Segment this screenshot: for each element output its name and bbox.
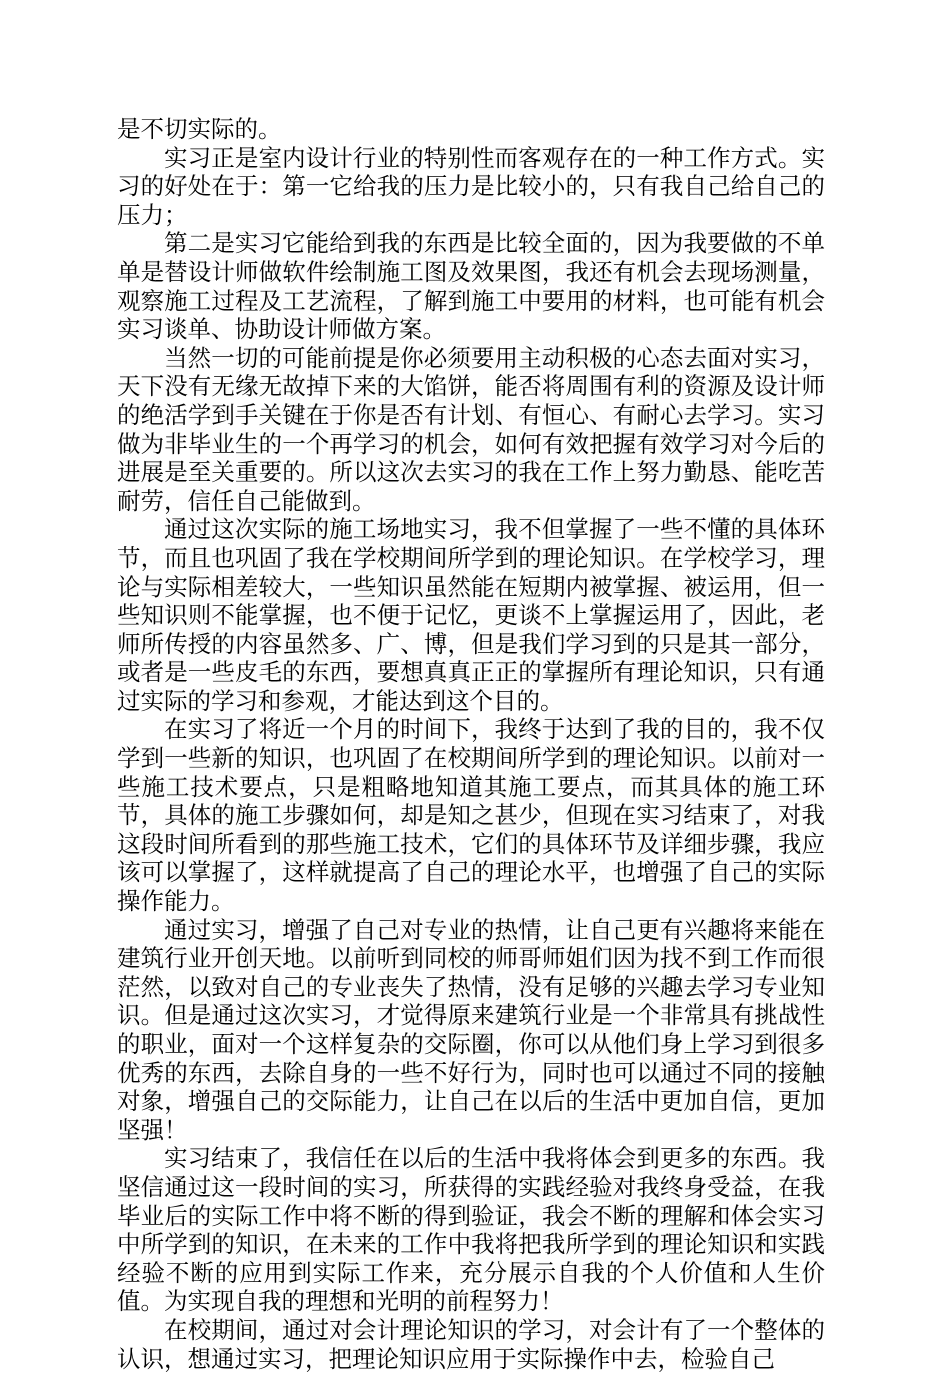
paragraph-school-period: 在校期间，通过对会计理论知识的学习，对会计有了一个整体的认识，想通过实习，把理论知识应用于实际操作中去，检验自己 (117, 1315, 825, 1373)
paragraph-site-practice: 通过这次实际的施工场地实习，我不但掌握了一些不懂的具体环节，而且也巩固了我在学校期间所学到的理论知识。在学校学习，理论与实际相差较大，一些知识虽然能在短期内被掌握、被运用，但一些知识则不能掌握，也不便于记忆，更谈不上掌握运用了，因此，老师所传授的内容虽然多、广、博，但是我们学习到的只是其一部分，或者是一些皮毛的东西，要想真真正正的掌握所有理论知识，只有通过实际的学习和参观，才能达到这个目的。 (117, 515, 825, 715)
document-page (117, 115, 825, 1373)
paragraph-enthusiasm: 通过实习，增强了自己对专业的热情，让自己更有兴趣将来能在建筑行业开创天地。以前听到同校的师哥师姐们因为找不到工作而很茫然，以致对自己的专业丧失了热情，没有足够的兴趣去学习专业知识。但是通过这次实习，才觉得原来建筑行业是一个非常具有挑战性的职业，面对一个这样复杂的交际圈，你可以从他们身上学习到很多优秀的东西，去除自身的一些不好行为，同时也可以通过不同的接触对象，增强自己的交际能力，让自己在以后的生活中更加自信，更加坚强！ (117, 915, 825, 1144)
paragraph-conclusion: 实习结束了，我信任在以后的生活中我将体会到更多的东西。我坚信通过这一段时间的实习，所获得的实践经验对我终身受益，在我毕业后的实际工作中将不断的得到验证，我会不断的理解和体会实习中所学到的知识，在未来的工作中我将把我所学到的理论知识和实践经验不断的应用到实际工作来，充分展示自我的个人价值和人生价值。为实现自我的理想和光明的前程努力！ (117, 1144, 825, 1316)
paragraph-continuation: 是不切实际的。 (117, 115, 282, 143)
paragraph-internship-mode: 实习正是室内设计行业的特别性而客观存在的一种工作方式。实习的好处在于：第一它给我的压力是比较小的，只有我自己给自己的压力； (117, 143, 825, 229)
paragraph-comprehensive: 第二是实习它能给到我的东西是比较全面的，因为我要做的不单单是替设计师做软件绘制施工图及效果图，我还有机会去现场测量，观察施工过程及工艺流程，了解到施工中要用的材料，也可能有机会实习谈单、协助设计师做方案。 (117, 229, 825, 344)
paragraph-one-month: 在实习了将近一个月的时间下，我终于达到了我的目的，我不仅学到一些新的知识，也巩固了在校期间所学到的理论知识。以前对一些施工技术要点，只是粗略地知道其施工要点，而其具体的施工环节，具体的施工步骤如何，却是知之甚少，但现在实习结束了，对我这段时间所看到的那些施工技术，它们的具体环节及详细步骤，我应该可以掌握了，这样就提高了自己的理论水平，也增强了自己的实际操作能力。 (117, 715, 825, 916)
paragraph-active-attitude: 当然一切的可能前提是你必须要用主动积极的心态去面对实习，天下没有无缘无故掉下来的大馅饼，能否将周围有利的资源及设计师的绝活学到手关键在于你是否有计划、有恒心、有耐心去学习。实习做为非毕业生的一个再学习的机会，如何有效把握有效学习对今后的进展是至关重要的。所以这次去实习的我在工作上努力勤恳、能吃苦耐劳，信任自己能做到。 (117, 343, 825, 515)
